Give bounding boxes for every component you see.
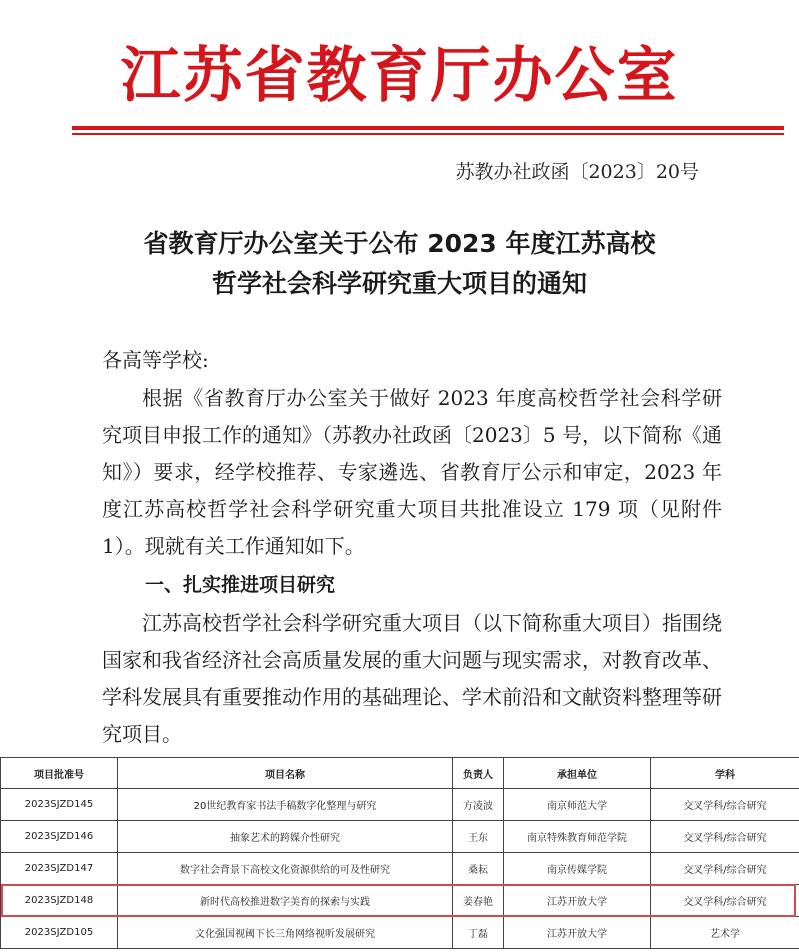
cell-institution: 南京特殊教育师范学院 — [504, 821, 651, 853]
cell-discipline: 交叉学科/综合研究 — [651, 853, 799, 885]
document-number: 苏教办社政函〔2023〕20号 — [455, 161, 699, 183]
header-institution: 承担单位 — [504, 758, 651, 789]
cell-principal: 方凌波 — [453, 789, 504, 821]
salutation: 各高等学校: — [102, 348, 209, 372]
cell-project-name: 抽象艺术的跨媒介性研究 — [118, 821, 453, 853]
letterhead-red-rule-thin — [72, 133, 784, 135]
cell-institution: 江苏开放大学 — [504, 917, 651, 949]
cell-approval-number: 2023SJZD148 — [1, 885, 118, 917]
notice-title-line2: 哲学社会科学研究重大项目的通知 — [211, 269, 587, 298]
cell-institution: 南京传媒学院 — [504, 853, 651, 885]
cell-project-name: 文化强国视阈下长三角网络视听发展研究 — [118, 917, 453, 949]
table-row-highlighted — [1, 885, 799, 917]
header-approval-number: 项目批准号 — [1, 758, 118, 789]
cell-approval-number: 2023SJZD147 — [1, 853, 118, 885]
cell-principal: 王东 — [453, 821, 504, 853]
letterhead-red-rule — [72, 126, 784, 130]
table-row — [1, 853, 799, 885]
cell-approval-number: 2023SJZD146 — [1, 821, 118, 853]
cell-discipline: 交叉学科/综合研究 — [651, 789, 799, 821]
section-1-heading: 一、扎实推进项目研究 — [145, 574, 336, 596]
cell-approval-number: 2023SJZD145 — [1, 789, 118, 821]
letterhead-org-name: 江苏省教育厅办公室 — [120, 41, 679, 111]
cell-approval-number: 2023SJZD105 — [1, 917, 118, 949]
table-row — [1, 917, 799, 949]
paragraph-2: 江苏高校哲学社会科学研究重大项目（以下简称重大项目）指围绕国家和我省经济社会高质量发展的重大问题与现实需求，对教育改革、学科发展具有重要推动作用的基础理论、学术前沿和文献资料整理等研究项目。 — [102, 611, 722, 746]
project-table — [0, 757, 799, 949]
header-project-name: 项目名称 — [118, 758, 453, 789]
cell-principal: 桑耘 — [453, 853, 504, 885]
header-principal: 负责人 — [453, 758, 504, 789]
table-header-row — [1, 758, 799, 789]
header-discipline: 学科 — [651, 758, 799, 789]
paragraph-1: 根据《省教育厅办公室关于做好 2023 年度高校哲学社会科学研究项目申报工作的通知》（苏教办社政函〔2023〕5 号，以下简称《通知》）要求，经学校推荐、专家遴选、省教育厅公示和审定，2023 年度江苏高校哲学社会科学研究重大项目共批准设立 179 项（见附件 1）。现就有关工作通知如下。 — [102, 386, 722, 558]
cell-discipline: 艺术学 — [651, 917, 799, 949]
cell-institution: 南京师范大学 — [504, 789, 651, 821]
cell-project-name: 新时代高校推进数字美育的探索与实践 — [118, 885, 453, 917]
cell-principal: 姜春艳 — [453, 885, 504, 917]
cell-project-name: 20世纪教育家书法手稿数字化整理与研究 — [118, 789, 453, 821]
cell-institution: 江苏开放大学 — [504, 885, 651, 917]
cell-discipline: 交叉学科/综合研究 — [651, 821, 799, 853]
notice-title-line1: 省教育厅办公室关于公布 2023 年度江苏高校 — [143, 229, 656, 258]
cell-project-name: 数字社会背景下高校文化资源供给的可及性研究 — [118, 853, 453, 885]
cell-discipline: 交叉学科/综合研究 — [651, 885, 799, 917]
table-row — [1, 789, 799, 821]
table-row — [1, 821, 799, 853]
cell-principal: 丁磊 — [453, 917, 504, 949]
